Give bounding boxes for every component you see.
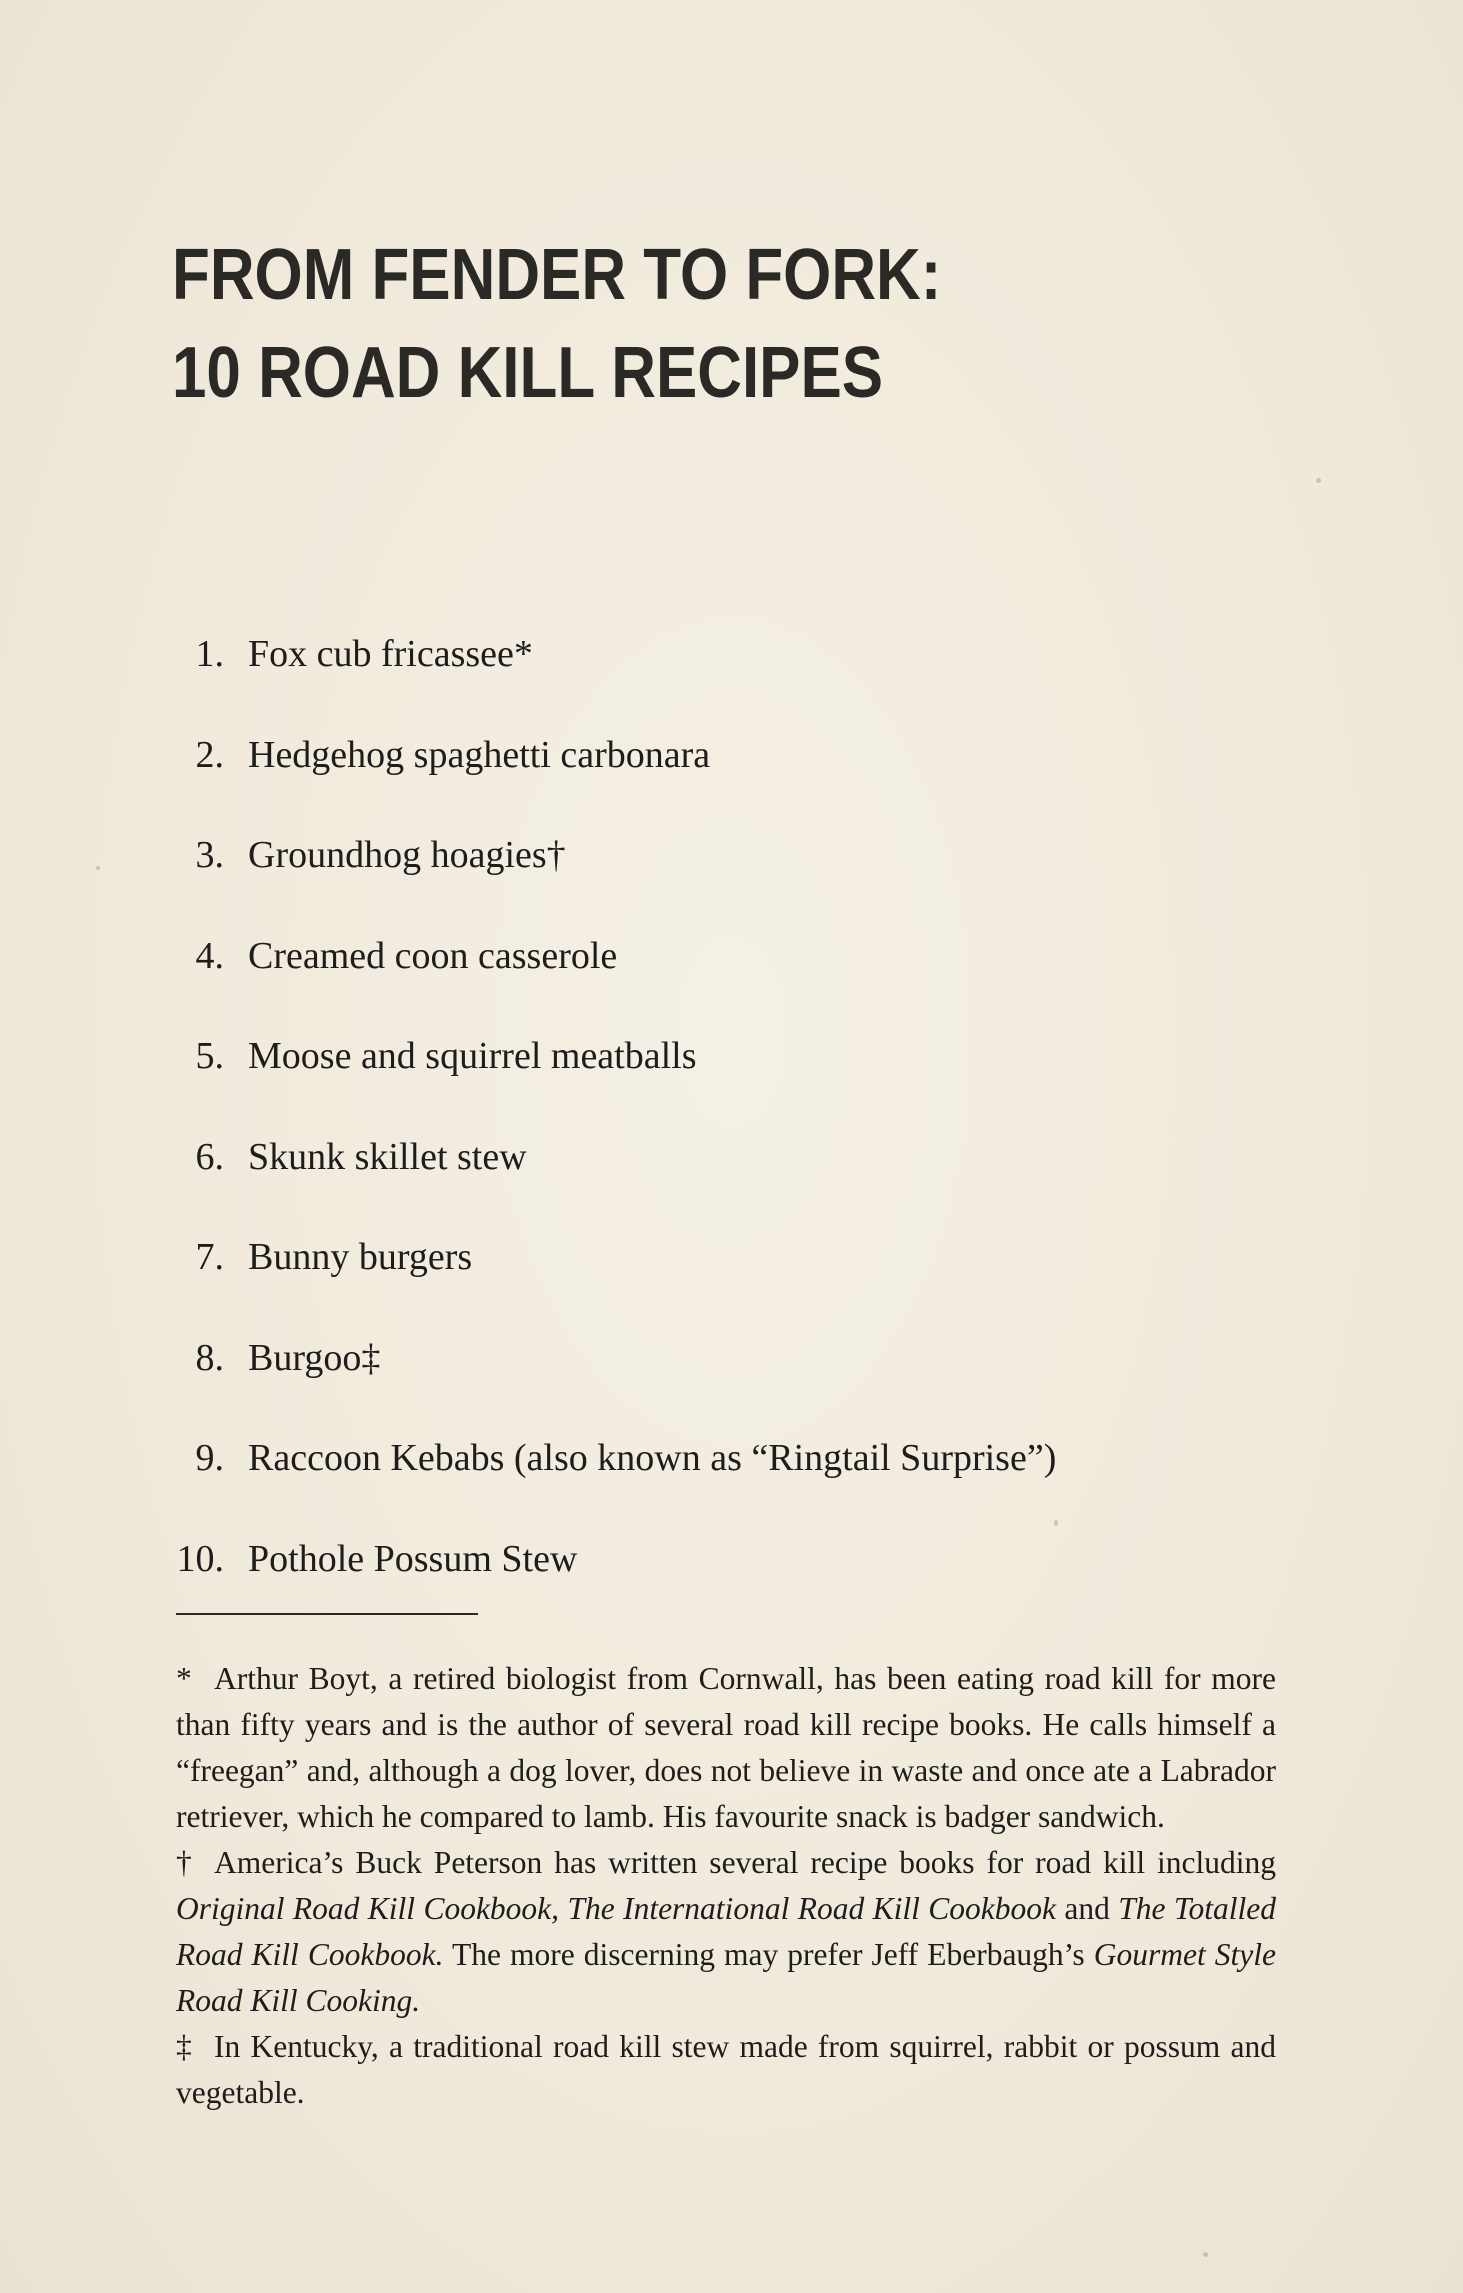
footnote-text: The more discerning may prefer Jeff Eberbaugh’s [451, 1937, 1085, 1972]
item-text: Moose and squirrel meatballs [248, 1035, 697, 1077]
paper-speck [1054, 1520, 1058, 1526]
footnote-divider [176, 1613, 478, 1615]
item-text: Burgoo‡ [248, 1336, 381, 1379]
item-text: Bunny burgers [248, 1236, 473, 1278]
footnote-double-dagger [176, 2024, 1276, 2116]
item-number: 6. [195, 1135, 224, 1178]
item-number: 9. [195, 1437, 224, 1479]
list-item [172, 1428, 1056, 1529]
footnote-star [176, 1656, 1276, 1840]
item-text: Fox cub fricassee* [248, 633, 533, 675]
item-number: 7. [195, 1236, 224, 1278]
list-item [172, 1127, 1056, 1228]
item-text: Hedgehog spaghetti carbonara [248, 733, 711, 776]
item-number: 10. [176, 1537, 224, 1580]
footnote-text: Arthur Boyt, a retired biologist from Cornwall, has been eating road kill for more than fifty years and is the author of several road kill recipe books. He calls himself a “freegan” and, although a dog lover, does not believe in waste and once ate a Labrador retriever, which he compared to lamb. His favourite snack is badger sandwich. [176, 1661, 1276, 1834]
item-number: 3. [195, 834, 224, 876]
list-item [172, 926, 1056, 1027]
paper-speck [96, 866, 100, 870]
item-number: 5. [195, 1035, 224, 1077]
list-item [172, 1328, 1056, 1429]
footnote-text: America’s Buck Peterson has written several recipe books for road kill including [214, 1845, 1276, 1880]
item-text: Raccoon Kebabs (also known as “Ringtail Surprise”) [248, 1437, 1057, 1479]
item-text: Groundhog hoagies† [248, 834, 566, 876]
item-number: 2. [195, 733, 224, 776]
book-title: Gourmet Style Road Kill Cooking. [176, 1937, 1277, 2018]
page-title [172, 226, 941, 422]
list-item [172, 624, 1056, 725]
book-title: The Totalled Road Kill Cookbook. [176, 1891, 1276, 1972]
footnote-mark: * [176, 1661, 192, 1696]
footnote-mark: † [176, 1845, 192, 1880]
list-item [172, 1227, 1056, 1328]
item-number: 4. [195, 934, 224, 977]
list-item [172, 725, 1056, 826]
list-item [172, 1026, 1056, 1127]
footnotes [176, 1656, 1276, 2116]
list-item [172, 825, 1056, 926]
item-number: 8. [195, 1336, 224, 1379]
footnote-mark: ‡ [176, 2029, 192, 2064]
book-title: Original Road Kill Cookbook, [176, 1891, 560, 1926]
footnote-text: and [1064, 1891, 1110, 1926]
item-text: Pothole Possum Stew [248, 1537, 578, 1580]
book-title: The International Road Kill Cookbook [567, 1891, 1056, 1926]
title-line-1: FROM FENDER TO FORK: [172, 235, 942, 315]
title-line-2: 10 ROAD KILL RECIPES [172, 333, 884, 413]
paper-speck [1316, 478, 1321, 483]
paper-speck [1203, 2252, 1208, 2257]
footnote-dagger [176, 1840, 1276, 2024]
recipe-list [172, 624, 1056, 1629]
item-number: 1. [195, 633, 224, 675]
footnote-text: In Kentucky, a traditional road kill stew made from squirrel, rabbit or possum and vegetable. [176, 2029, 1276, 2110]
item-text: Creamed coon casserole [248, 934, 618, 977]
item-text: Skunk skillet stew [248, 1135, 527, 1178]
